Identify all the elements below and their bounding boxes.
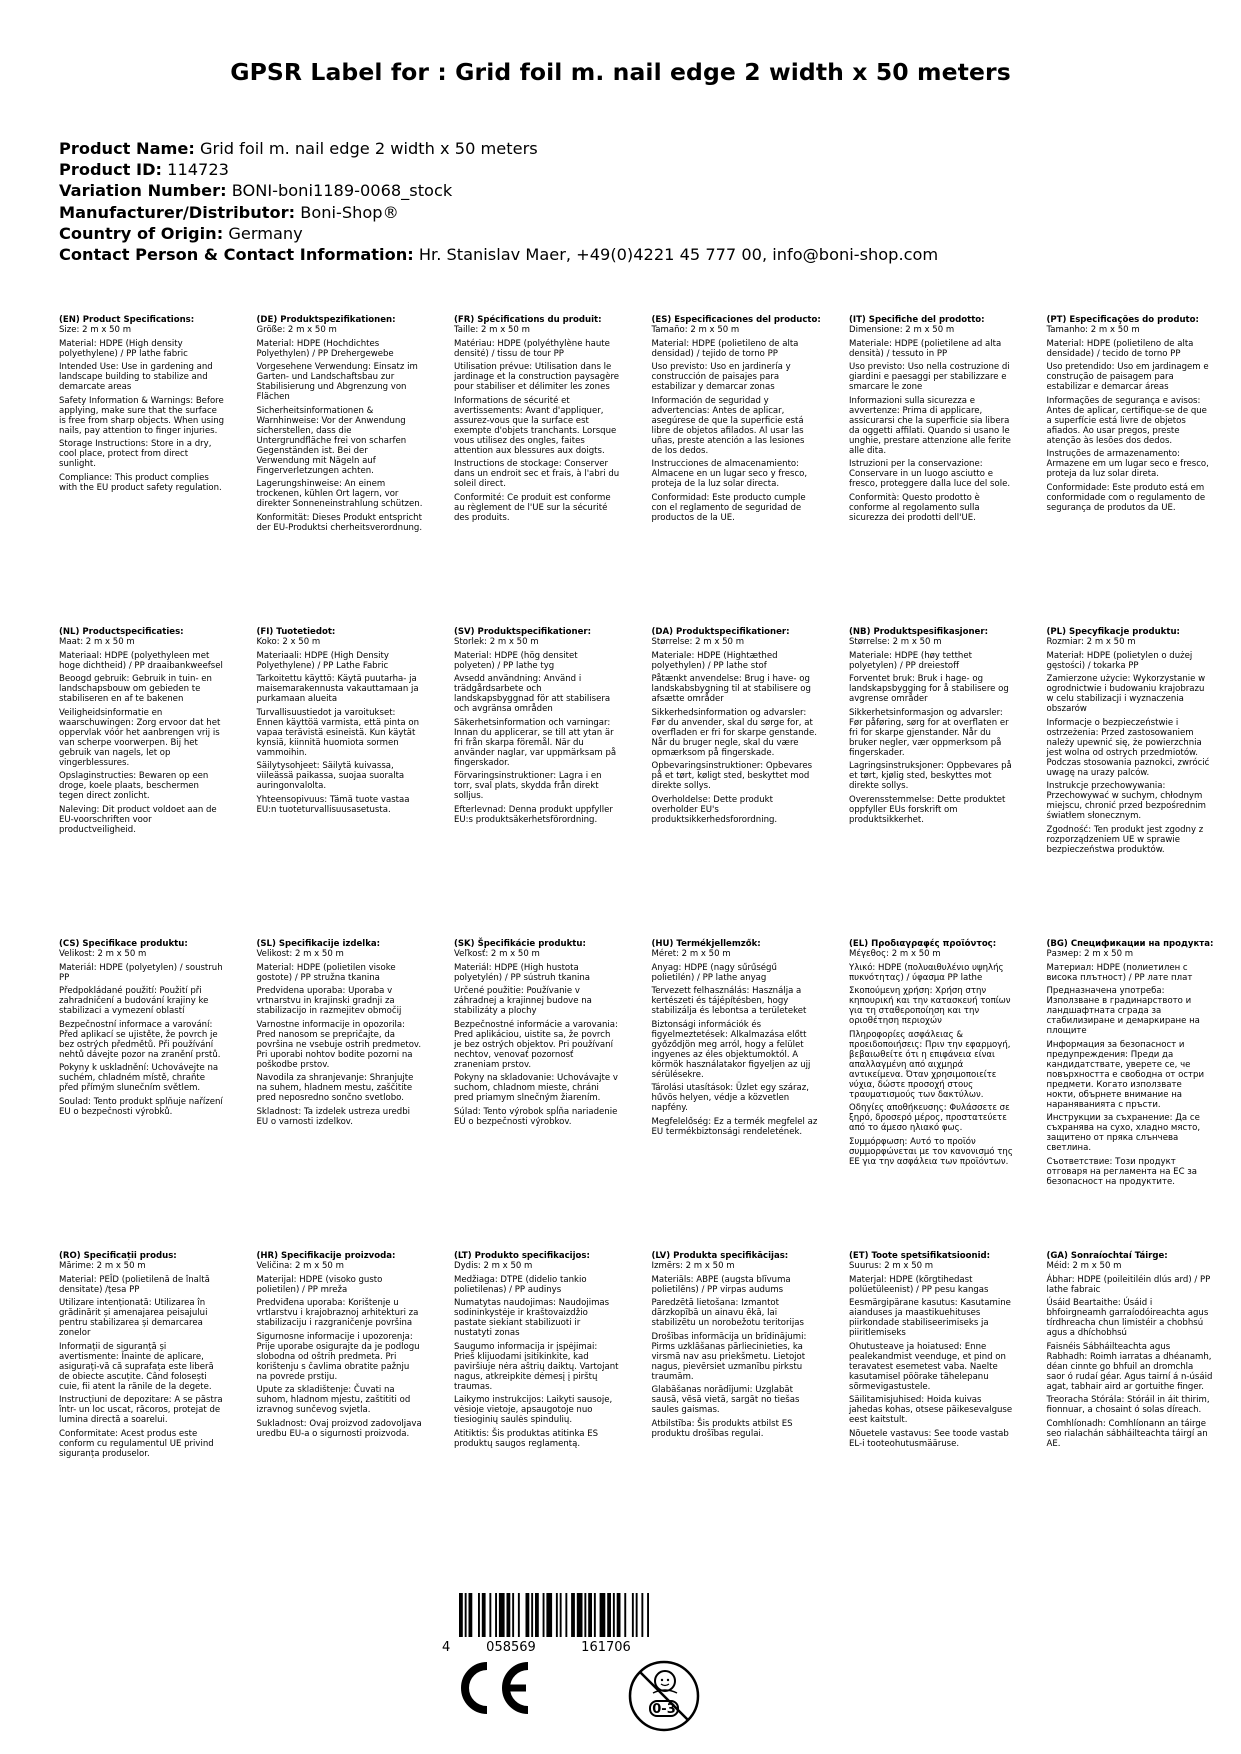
spec-paragraph: Maat: 2 m x 50 m <box>59 637 135 647</box>
spec-paragraph: Sikkerhedsinformation og advarsler: Før du anvender, skal du sørge for, at overfladen er fri for skarpe genstande. Når du bruger negle, skal du være opmærksom på fingerskade. <box>651 707 817 758</box>
info-label: Product ID: <box>59 160 162 180</box>
barcode-bar <box>465 1593 467 1637</box>
barcode-bar <box>588 1593 592 1637</box>
spec-paragraph: Atitiktis: Šis produktas atitinka ES produktų saugos reglamentą. <box>454 1428 599 1449</box>
barcode-bar <box>489 1593 491 1637</box>
spec-paragraph: Glabāšanas norādījumi: Uzglabāt sausā, vēsā vietā, sargāt no tiešas saules gaismas. <box>651 1385 800 1415</box>
spec-heading: (LT) Produkto specifikacijos: <box>454 1251 590 1261</box>
spec-paragraph: Conformidade: Este produto está em conformidade com o regulamento de segurança de produtos da UE. <box>1046 482 1206 513</box>
spec-paragraph: Informações de segurança e avisos: Antes de aplicar, certifique-se de que a superfície está livre de objetos afiados. Ao usar pregos, preste atenção às lesões dos dedos. <box>1046 395 1207 446</box>
barcode-digits-left: 058569 <box>486 1640 536 1655</box>
barcode-bar <box>543 1593 545 1637</box>
spec-paragraph: Conformidad: Este producto cumple con el reglamento de seguridad de productos de la UE. <box>651 492 806 523</box>
spec-paragraph: Opslaginstructies: Bewaren op een droge, koele plaats, beschermen tegen direct zonlicht. <box>59 771 209 801</box>
spec-paragraph: Bezpečnostní informace a varování: Před aplikací se ujistěte, že povrch je bez ostrých předmětů. Při používání nehtů dávejte pozor na zranění prstů. <box>59 1019 221 1060</box>
spec-block <box>257 1251 423 1551</box>
spec-paragraph: Medžiaga: DTPE (didelio tankio polietilenas) / PP audinys <box>454 1274 587 1295</box>
spec-paragraph: Utilizare intenționată: Utilizarea în grădinărit și amenajarea peisajului pentru stabilizarea și demarcarea zonelor <box>59 1298 208 1338</box>
spec-paragraph: Material: HDPE (High density polyethylene) / PP lathe fabric <box>59 338 188 359</box>
spec-block <box>1047 315 1213 627</box>
spec-paragraph: Sikkerhetsinformasjon og advarsler: Før påføring, sørg for at overflaten er fri for skarpe gjenstander. Når du bruker negler, vær oppmerksom på fingerskader. <box>849 707 1009 758</box>
spec-paragraph: Matériau: HDPE (polyéthylène haute densité) / tissu de tour PP <box>454 338 610 359</box>
barcode-bar <box>560 1593 562 1637</box>
spec-paragraph: Materiāls: ABPE (augsta blīvuma polietilēns) / PP virpas audums <box>651 1274 791 1295</box>
spec-paragraph: Предназначена употреба: Използване в градинарството и ландшафтната сграда за стабилизиране и демаркиране на площите <box>1046 986 1200 1036</box>
spec-paragraph: Taille: 2 m x 50 m <box>454 325 530 335</box>
spec-heading: (EN) Product Specifications: <box>59 315 195 325</box>
spec-paragraph: Informations de sécurité et avertissements: Avant d'appliquer, assurez-vous que la surface est exempte d'objets tranchants. Lorsque vous utilisez des ongles, faites attention aux blessures aux doigts. <box>454 395 617 456</box>
spec-paragraph: Säkerhetsinformation och varningar: Innan du applicerar, se till att ytan är fri från skarpa föremål. När du använder naglar, var uppmärksam på fingerskador. <box>454 717 617 768</box>
spec-paragraph: Инструкции за съхранение: Да се съхранява на сухо, хладно място, защитено от пряка слънчева светлина. <box>1046 1113 1201 1153</box>
spec-paragraph: Faisnéis Sábháilteachta agus Rabhadh: Roimh iarratas a dhéanamh, déan cinnte go bhfuil an dromchla saor ó rudaí géar. Agus tairní á n-úsáid agat, tabhair aird ar gortuithe finger. <box>1046 1341 1213 1392</box>
spec-paragraph: Size: 2 m x 50 m <box>59 325 132 335</box>
spec-paragraph: Storlek: 2 m x 50 m <box>454 637 539 647</box>
spec-paragraph: Izmērs: 2 m x 50 m <box>651 1261 735 1271</box>
spec-paragraph: Påtænkt anvendelse: Brug i have- og landskabsbygning til at stabilisere og afsætte områder <box>651 674 811 704</box>
spec-paragraph: Materiał: HDPE (polietylen o dużej gęstości) / tokarka PP <box>1046 650 1193 671</box>
spec-paragraph: Dydis: 2 m x 50 m <box>454 1261 533 1271</box>
spec-paragraph: Material: PEÎD (polietilenă de înaltă densitate) /țesa PP <box>59 1274 210 1295</box>
spec-paragraph: Υλικό: HDPE (πολυαιθυλένιο υψηλής πυκνότητας) / ύφασμα PP lathe <box>849 962 1004 983</box>
spec-paragraph: Compliance: This product complies with the EU product safety regulation. <box>59 472 222 493</box>
spec-heading: (BG) Спецификации на продукта: <box>1046 939 1214 949</box>
spec-paragraph: Veiligheidsinformatie en waarschuwingen: Zorg ervoor dat het oppervlak vóór het aanbrengen vrij is van scherpe voorwerpen. Bij het gebruik van nagels, let op vingerblessures. <box>59 707 221 768</box>
spec-paragraph: Pokyny na skladovanie: Uchovávajte v suchom, chladnom mieste, chráni pred priamym slnečným žiarením. <box>454 1073 618 1103</box>
spec-heading: (NL) Productspecificaties: <box>59 627 184 637</box>
barcode-bar <box>594 1593 596 1637</box>
spec-heading: (CS) Specifikace produktu: <box>59 939 188 949</box>
info-row <box>59 202 1209 223</box>
spec-heading: (LV) Produkta specifikācijas: <box>651 1251 789 1261</box>
age-label: 0-3 <box>652 1702 676 1717</box>
spec-paragraph: Laikymo instrukcijos: Laikyti sausoje, vėsioje vietoje, apsaugotoje nuo tiesioginių saulės spindulių. <box>454 1395 613 1425</box>
spec-block <box>652 627 818 939</box>
spec-block <box>849 315 1015 627</box>
barcode-digits-right: 161706 <box>581 1640 631 1655</box>
spec-paragraph: Predvidena uporaba: Uporaba v vrtnarstvu in krajinski gradnji za stabilizacijo in razmejitev območij <box>256 986 402 1016</box>
spec-paragraph: Biztonsági információk és figyelmeztetések: Alkalmazása előtt győződjön meg arról, hogy a felület ingyenes az éles objektumoktól. A körmök használatakor figyeljen az ujj sérülésekre. <box>651 1019 811 1080</box>
barcode-bar <box>632 1593 634 1637</box>
spec-block <box>849 627 1015 939</box>
spec-paragraph: Súlad: Tento výrobok spĺňa nariadenie EÚ o bezpečnosti výrobkov. <box>454 1106 618 1127</box>
spec-paragraph: Material: HDPE (Hochdichtes Polyethylen) / PP Drehergewebe <box>256 338 394 359</box>
spec-paragraph: Instrukcje przechowywania: Przechowywać w suchym, chłodnym miejscu, chronić przed bezpośrednim światłem słonecznym. <box>1046 781 1206 821</box>
spec-paragraph: Förvaringsinstruktioner: Lagra i en torr, sval plats, skydda från direkt solljus. <box>454 771 602 801</box>
spec-paragraph: Sigurnosne informacije i upozorenja: Prije uporabe osigurajte da je podlogu slobodna od oštrih predmeta. Pri korištenju s čavlima obratite pažnju na povrede prstiju. <box>256 1331 420 1382</box>
spec-paragraph: Conformitate: Acest produs este conform cu regulamentul UE privind siguranța produselor. <box>59 1428 214 1459</box>
spec-block <box>59 627 225 939</box>
spec-heading: (IT) Specifiche del prodotto: <box>849 315 985 325</box>
spec-paragraph: Material: HDPE (polietileno de alta densidad) / tejido de torno PP <box>651 338 799 359</box>
spec-paragraph: Varnostne informacije in opozorila: Pred nanosom se prepričajte, da površina ne vsebuje ostrih predmetov. Pri uporabi nohtov bodite pozorni na poškodbe prstov. <box>256 1019 422 1070</box>
barcode-bar <box>607 1593 611 1637</box>
spec-paragraph: Beoogd gebruik: Gebruik in tuin- en landschapsbouw om gebieden te stabiliseren en af te bakenen <box>59 674 212 704</box>
barcode-bar <box>535 1593 539 1637</box>
barcode-bar <box>636 1593 638 1637</box>
info-label: Country of Origin: <box>59 223 224 243</box>
spec-paragraph: Sukladnost: Ovaj proizvod zadovoljava uredbu EU-a o sigurnosti proizvoda. <box>256 1418 422 1439</box>
spec-paragraph: Megfelelőség: Ez a termék megfelel az EU termékbiztonsági rendeletének. <box>651 1116 818 1137</box>
spec-paragraph: Materiale: HDPE (høy tetthet polyetylen) / PP dreiestoff <box>849 650 972 671</box>
spec-paragraph: Ohutusteave ja hoiatused: Enne pealekandmist veenduge, et pind on teravatest esemetest vaba. Naelte kasutamisel pöörake tähelepanu sõrmevigastustele. <box>849 1341 1006 1392</box>
barcode-bar <box>617 1593 621 1637</box>
spec-paragraph: Съответствие: Този продукт отговаря на регламента на ЕС за безопасност на продуктите. <box>1046 1156 1198 1187</box>
spec-paragraph: Predviđena uporaba: Korištenje u vrtlarstvu i krajobraznoj arhitekturi za stabilizaciju i razgraničenje površina <box>256 1298 419 1328</box>
barcode-bar <box>499 1593 505 1637</box>
spec-paragraph: Tamanho: 2 m x 50 m <box>1046 325 1140 335</box>
spec-paragraph: Zgodność: Ten produkt jest zgodny z rozporządzeniem UE w sprawie bezpieczeństwa produktów. <box>1046 824 1204 855</box>
spec-paragraph: Koko: 2 x 50 m <box>256 637 321 647</box>
info-value: Boni-Shop® <box>300 202 399 222</box>
info-row <box>59 180 1209 201</box>
spec-paragraph: Rozmiar: 2 m x 50 m <box>1046 637 1136 647</box>
spec-heading: (ET) Toote spetsifikatsioonid: <box>849 1251 991 1261</box>
barcode-digit-first: 4 <box>442 1640 451 1655</box>
info-label: Manufacturer/Distributor: <box>59 202 296 222</box>
spec-paragraph: Σκοπούμενη χρήση: Χρήση στην κηπουρική και την κατασκευή τοπίων για τη σταθεροποίηση και την οριοθέτηση περιοχών <box>849 986 1011 1026</box>
spec-paragraph: Ábhar: HDPE (poileitiléin dlús ard) / PP lathe fabraic <box>1046 1274 1211 1295</box>
not-for-children-0-3-icon <box>627 1659 701 1733</box>
barcode-bar <box>459 1593 463 1637</box>
spec-paragraph: Materiale: HDPE (polietilene ad alta densità) / tessuto in PP <box>849 338 1002 359</box>
barcode-bar <box>482 1593 486 1637</box>
spec-paragraph: Tarkoitettu käyttö: Käytä puutarha- ja maisemarakennusta vakauttamaan ja purkamaan alueita <box>256 674 419 704</box>
spec-paragraph: Materiaal: HDPE (polyethyleen met hoge dichtheid) / PP draaibankweefsel <box>59 650 223 671</box>
spec-paragraph: Veľkosť: 2 m x 50 m <box>454 949 540 959</box>
barcode-bar <box>546 1593 552 1637</box>
spec-block <box>652 939 818 1251</box>
barcode-bar <box>600 1593 606 1637</box>
spec-paragraph: Μέγεθος: 2 m x 50 m <box>849 949 941 959</box>
spec-paragraph: Zamierzone użycie: Wykorzystanie w ogrodnictwie i budowaniu krajobrazu w celu stabilizacji i wyznaczenia obszarów <box>1046 674 1206 714</box>
spec-paragraph: Materiale: HDPE (Hightæthed polyethylen) / PP lathe stof <box>651 650 778 671</box>
info-value: Germany <box>228 223 303 243</box>
barcode-bar <box>531 1593 533 1637</box>
spec-paragraph: Größe: 2 m x 50 m <box>256 325 337 335</box>
spec-paragraph: Opbevaringsinstruktioner: Opbevares på et tørt, køligt sted, beskyttet mod direkte sollys. <box>651 761 813 791</box>
info-label: Contact Person & Contact Information: <box>59 245 414 265</box>
barcode-bar <box>577 1593 583 1637</box>
spec-heading: (SV) Produktspecifikationer: <box>454 627 592 637</box>
specifications-grid <box>59 315 1239 1551</box>
spec-paragraph: Bezpečnostné informácie a varovania: Pred aplikáciou, uistite sa, že povrch je bez ostrých objektov. Pri používaní nechtov, venovať pozornosť zraneniam prstov. <box>454 1019 618 1070</box>
spec-paragraph: Soulad: Tento produkt splňuje nařízení EU o bezpečnosti výrobků. <box>59 1096 223 1117</box>
spec-heading: (HU) Termékjellemzők: <box>651 939 761 949</box>
info-row <box>59 138 1209 159</box>
spec-block <box>1047 1251 1213 1551</box>
spec-paragraph: Určené použitie: Používanie v záhradnej a krajinnej budove na stabilizáty a plochy <box>454 986 592 1016</box>
spec-paragraph: Conformità: Questo prodotto è conforme al regolamento sulla sicurezza dei prodotti dell'UE. <box>849 492 980 523</box>
spec-paragraph: Mărime: 2 m x 50 m <box>59 1261 146 1271</box>
spec-heading: (NB) Produktspesifikasjoner: <box>849 627 988 637</box>
spec-paragraph: Overensstemmelse: Dette produktet oppfyller EUs forskrift om produktsikkerhet. <box>849 794 1006 825</box>
spec-paragraph: Material: HDPE (polietilen visoke gostote) / PP stružna tkanina <box>256 962 396 983</box>
barcode-bars <box>459 1593 649 1637</box>
spec-paragraph: Velikost: 2 m x 50 m <box>59 949 147 959</box>
spec-heading: (PT) Especificações do produto: <box>1046 315 1199 325</box>
spec-block <box>59 939 225 1251</box>
spec-paragraph: Forventet bruk: Bruk i hage- og landskapsbygging for å stabilisere og avgrense områder <box>849 674 1009 704</box>
spec-paragraph: Safety Information & Warnings: Before applying, make sure that the surface is free from sharp objects. When using nails, pay attention to finger injuries. <box>59 395 225 436</box>
barcode-bar <box>584 1593 586 1637</box>
spec-heading: (SK) Špecifikácie produktu: <box>454 939 586 949</box>
info-value: Grid foil m. nail edge 2 width x 50 meters <box>200 139 538 158</box>
spec-paragraph: Información de seguridad y advertencias: Antes de aplicar, asegúrese de que la superficie está libre de objetos afilados. Al usar las uñas, preste atención a las lesiones de los dedos. <box>651 395 805 456</box>
spec-paragraph: Storage Instructions: Store in a dry, cool place, protect from direct sunlight. <box>59 439 212 469</box>
spec-paragraph: Materiál: HDPE (polyetylen) / soustruh PP <box>59 962 223 983</box>
spec-paragraph: Materiál: HDPE (High hustota polyetylén) / PP sústruh tkanina <box>454 962 591 983</box>
spec-paragraph: Instrucciones de almacenamiento: Almacene en un lugar seco y fresco, proteja de la luz solar directa. <box>651 459 808 489</box>
spec-paragraph: Materjal: HDPE (kõrgtihedast polüetüleenist) / PP pesu kangas <box>849 1274 989 1295</box>
spec-paragraph: Informacje o bezpieczeństwie i ostrzeżenia: Przed zastosowaniem należy upewnić się, że powierzchnia jest wolna od ostrych przedmiotów. Podczas stosowania paznokci, zwrócić uwagę na urazy palców. <box>1046 717 1210 778</box>
spec-block <box>454 315 620 627</box>
barcode-bar <box>507 1593 511 1637</box>
spec-paragraph: Materiaali: HDPE (High Density Polyethylene) / PP Lathe Fabric <box>256 650 389 671</box>
barcode-bar <box>571 1593 575 1637</box>
spec-block <box>1047 627 1213 939</box>
spec-block <box>59 1251 225 1551</box>
barcode-bar <box>641 1593 643 1637</box>
spec-paragraph: Οδηγίες αποθήκευσης: Φυλάσσετε σε ξηρό, δροσερό μέρος, προστατεύετε από το άμεσο ηλιακό φως. <box>849 1103 1010 1133</box>
spec-block <box>849 939 1015 1251</box>
spec-heading: (DE) Produktspezifikationen: <box>256 315 396 325</box>
spec-paragraph: Lagerungshinweise: An einem trockenen, kühlen Ort lagern, vor direkter Sonneneinstrahlung schützen. <box>256 479 423 509</box>
spec-paragraph: Lagringsinstruksjoner: Oppbevares på et tørt, kjølig sted, beskyttes mot direkte sollys. <box>849 761 1012 791</box>
spec-paragraph: Instructions de stockage: Conserver dans un endroit sec et frais, à l'abri du soleil direct. <box>454 459 620 489</box>
spec-paragraph: Materijal: HDPE (visoko gusto polietilen) / PP mreža <box>256 1274 383 1295</box>
spec-block <box>1047 939 1213 1251</box>
info-row <box>59 223 1209 244</box>
spec-paragraph: Velikost: 2 m x 50 m <box>256 949 344 959</box>
spec-paragraph: Informații de siguranță și avertismente: Înainte de aplicare, asigurați-vă că suprafața este liberă de obiecte ascuțite. Când folosești cuie, fii atent la rănile de la degete. <box>59 1341 214 1392</box>
spec-paragraph: Navodila za shranjevanje: Shranjujte na suhem, hladnem mestu, zaščitite pred neposredno sončno svetlobo. <box>256 1073 414 1103</box>
spec-paragraph: Turvallisuustiedot ja varoitukset: Ennen käyttöä varmista, että pinta on vapaa terävistä esineistä. Kun käytät kynsiä, kiinnitä huomiota sormen vammoihin. <box>256 707 420 758</box>
barcode-bar <box>647 1593 649 1637</box>
spec-paragraph: Saugumo informacija ir įspėjimai: Prieš klijuodami įsitikinkite, kad paviršiuje nėra aštrių daiktų. Vartojant nagus, atkreipkite dėmesį į pirštų traumas. <box>454 1341 619 1392</box>
barcode-bar <box>565 1593 567 1637</box>
info-value: Hr. Stanislav Maer, +49(0)4221 45 777 00, info@boni-shop.com <box>418 245 939 265</box>
spec-paragraph: Utilisation prévue: Utilisation dans le jardinage et la construction paysagère pour stabiliser et délimiter les zones <box>454 362 620 392</box>
info-value: 114723 <box>167 160 229 180</box>
barcode-bar <box>556 1593 558 1637</box>
spec-paragraph: Numatytas naudojimas: Naudojimas sodininkystėje ir kraštovaizdžio pastate siekiant stabilizuoti ir nustatyti zonas <box>454 1298 610 1338</box>
spec-heading: (GA) Sonraíochtaí Táirge: <box>1046 1251 1168 1261</box>
spec-paragraph: Vorgesehene Verwendung: Einsatz im Garten- und Landschaftsbau zur Stabilisierung und Abgrenzung von Flächen <box>256 362 418 402</box>
spec-paragraph: Předpokládané použití: Použití při zahradničení a budování krajiny ke stabilizaci a vymezení oblastí <box>59 986 209 1016</box>
spec-paragraph: Материал: HDPE (полиетилен с висока плътност) / PP лате плат <box>1046 962 1193 983</box>
spec-block <box>59 315 225 627</box>
spec-heading: (SL) Specifikacije izdelka: <box>256 939 381 949</box>
spec-heading: (EL) Προδιαγραφές προϊόντος: <box>849 939 997 949</box>
product-info <box>59 138 1209 265</box>
spec-paragraph: Yhteensopivuus: Tämä tuote vastaa EU:n tuoteturvallisuusasetusta. <box>256 794 410 815</box>
info-value: BONI-boni1189-0068_stock <box>231 181 453 201</box>
spec-paragraph: Suurus: 2 m x 50 m <box>849 1261 934 1271</box>
spec-heading: (DA) Produktspecifikationer: <box>651 627 790 637</box>
spec-heading: (FI) Tuotetiedot: <box>256 627 336 637</box>
spec-paragraph: Méid: 2 m x 50 m <box>1046 1261 1122 1271</box>
spec-paragraph: Säilytysohjeet: Säilytä kuivassa, viileässä paikassa, suojaa suoralta auringonvalolta. <box>256 761 405 791</box>
spec-paragraph: Tárolási utasítások: Üzlet egy száraz, hűvös helyen, védje a közvetlen napfény. <box>651 1083 809 1113</box>
spec-paragraph: Upute za skladištenje: Čuvati na suhom, hladnom mjestu, zaštititi od izravnog sunčevog svjetla. <box>256 1385 411 1415</box>
info-label: Variation Number: <box>59 181 227 201</box>
spec-paragraph: Konformität: Dieses Produkt entspricht der EU-Produktsi cherheitsverordnung. <box>256 512 423 533</box>
spec-paragraph: Sicherheitsinformationen & Warnhinweise: Vor der Anwendung sicherstellen, dass die Untergrundfläche frei von scharfen Gegenständen ist. Bei der Verwendung mit Nägeln auf Fingerverletzungen achten. <box>256 405 407 476</box>
spec-paragraph: Intended Use: Use in gardening and landscape building to stabilize and demarcate areas <box>59 362 213 392</box>
ce-mark-icon <box>452 1659 534 1717</box>
spec-heading: (HR) Specifikacije proizvoda: <box>256 1251 396 1261</box>
spec-paragraph: Instrucțiuni de depozitare: A se păstra într- un loc uscat, răcoros, protejat de lumina directă a soarelui. <box>59 1395 223 1425</box>
spec-heading: (RO) Specificații produs: <box>59 1251 177 1261</box>
spec-paragraph: Veličina: 2 m x 50 m <box>256 1261 344 1271</box>
spec-paragraph: Размер: 2 m x 50 m <box>1046 949 1134 959</box>
info-label: Product Name: <box>59 139 195 158</box>
spec-paragraph: Comhlíonadh: Comhlíonann an táirge seo rialachán sábháilteachta táirgí an AE. <box>1046 1418 1208 1449</box>
spec-paragraph: Dimensione: 2 m x 50 m <box>849 325 955 335</box>
spec-paragraph: Atbilstība: Šis produkts atbilst ES produktu drošības regulai. <box>651 1418 793 1439</box>
spec-paragraph: Pokyny k uskladnění: Uchovávejte na suchém, chladném místě, chraňte před přímým slunečním světlem. <box>59 1063 219 1093</box>
spec-paragraph: Säilitamisjuhised: Hoida kuivas jahedas kohas, otsese päikesevalguse eest kaitstult. <box>849 1395 1013 1425</box>
spec-paragraph: Anyag: HDPE (nagy sűrűségű polietilén) / PP lathe anyag <box>651 962 777 983</box>
spec-paragraph: Tervezett felhasználás: Használja a kertészeti és tájépítésben, hogy stabilizálja és lebontsa a területeket <box>651 986 807 1016</box>
barcode-bar <box>613 1593 615 1637</box>
spec-block <box>849 1251 1015 1551</box>
info-row <box>59 159 1209 180</box>
spec-heading: (PL) Specyfikacje produktu: <box>1046 627 1180 637</box>
spec-paragraph: Tamaño: 2 m x 50 m <box>651 325 740 335</box>
barcode-bar <box>512 1593 514 1637</box>
spec-paragraph: Drošības informācija un brīdinājumi: Pirms uzklāšanas pārliecinieties, ka virsmā nav asu priekšmetu. Lietojot nagus, pievērsiet uzmanību pirkstu traumām. <box>651 1331 807 1382</box>
spec-paragraph: Istruzioni per la conservazione: Conservare in un luogo asciutto e fresco, proteggere dalla luce del sole. <box>849 459 1011 489</box>
barcode <box>437 1593 757 1655</box>
spec-paragraph: Nõuetele vastavus: See toode vastab EL-i tooteohutusmääruse. <box>849 1428 1009 1449</box>
barcode-bar <box>478 1593 480 1637</box>
spec-paragraph: Méret: 2 m x 50 m <box>651 949 731 959</box>
spec-paragraph: Eesmärgipärane kasutus: Kasutamine aianduses ja maastikuehituses piirkondade stabiliseerimiseks ja piiritlemiseks <box>849 1298 1011 1338</box>
spec-heading: (ES) Especificaciones del producto: <box>651 315 821 325</box>
spec-paragraph: Συμμόρφωση: Αυτό το προϊόν συμμορφώνεται με τον κανονισμό της ΕΕ για την ασφάλεια των προϊόντων. <box>849 1136 1013 1167</box>
spec-paragraph: Overholdelse: Dette produkt overholder EU's produktsikkerhedsforordning. <box>651 794 778 825</box>
spec-block <box>454 627 620 939</box>
spec-paragraph: Efterlevnad: Denna produkt uppfyller EU:s produktsäkerhetsförordning. <box>454 804 613 825</box>
spec-paragraph: Instruções de armazenamento: Armazene em um lugar seco e fresco, proteja da luz solar direta. <box>1046 449 1209 479</box>
spec-paragraph: Informazioni sulla sicurezza e avvertenze: Prima di applicare, assicurarsi che la superficie sia libera da oggetti affilati. Quando si usano le unghie, prestare attenzione alle ferite alle dita. <box>849 395 1011 456</box>
spec-paragraph: Uso pretendido: Uso em jardinagem e construção de paisagem para estabilizar e demarcar áreas <box>1046 362 1209 392</box>
spec-paragraph: Størrelse: 2 m x 50 m <box>849 637 942 647</box>
spec-paragraph: Uso previsto: Uso en jardinería y construcción de paisajes para estabilizar y demarcar zonas <box>651 362 791 392</box>
spec-block <box>257 315 423 627</box>
spec-paragraph: Úsáid Beartaithe: Úsáid i bhfoirgneamh garraíodóireachta agus tírdhreacha chun limistéir a chobhsú agus a dhíchobhsú <box>1046 1298 1209 1338</box>
spec-paragraph: Πληροφορίες ασφάλειας & προειδοποιήσεις: Πριν την εφαρμογή, βεβαιωθείτε ότι η επιφάνεια είναι απαλλαγμένη από αιχμηρά αντικείμενα. Όταν χρησιμοποιείτε νύχια, δώστε προσοχή στους τραυματισμούς των δακτύλων. <box>849 1029 1011 1100</box>
info-row <box>59 244 1209 265</box>
spec-heading: (FR) Spécifications du produit: <box>454 315 602 325</box>
spec-paragraph: Avsedd användning: Använd i trädgårdsarbete och landskapsbyggnad för att stabilisera och avgränsa områden <box>454 674 611 714</box>
spec-paragraph: Conformité: Ce produit est conforme au règlement de l'UE sur la sécurité des produits. <box>454 492 611 523</box>
spec-block <box>257 627 423 939</box>
barcode-bar <box>469 1593 473 1637</box>
page-title: GPSR Label for : Grid foil m. nail edge 2 width x 50 meters <box>230 58 1011 86</box>
spec-paragraph: Treoracha Stórála: Stóráil in áit thirim, fionnuar, a chosaint ó solas díreach. <box>1046 1395 1210 1415</box>
barcode-bar <box>624 1593 626 1637</box>
barcode-bar <box>495 1593 497 1637</box>
spec-paragraph: Material: HDPE (hög densitet polyeten) / PP lathe tyg <box>454 650 578 671</box>
spec-paragraph: Paredzētā lietošana: Izmantot dārzkopībā un ainavu ēkā, lai stabilizētu un norobežotu teritorijas <box>651 1298 804 1328</box>
spec-paragraph: Material: HDPE (polietileno de alta densidade) / tecido de torno PP <box>1046 338 1194 359</box>
barcode-bar <box>526 1593 530 1637</box>
spec-block <box>652 1251 818 1551</box>
spec-paragraph: Naleving: Dit product voldoet aan de EU-voorschriften voor productveiligheid. <box>59 804 217 835</box>
spec-paragraph: Информация за безопасност и предупреждения: Преди да кандидатствате, уверете се, че повърхността е свободна от остри предмети. Когато използвате нокти, обърнете внимание на нараняванията с пръсти. <box>1046 1039 1205 1110</box>
spec-block <box>454 1251 620 1551</box>
spec-paragraph: Størrelse: 2 m x 50 m <box>651 637 745 647</box>
barcode-bar <box>518 1593 520 1637</box>
spec-paragraph: Uso previsto: Uso nella costruzione di giardini e paesaggi per stabilizzare e smarcare le zone <box>849 362 1010 392</box>
spec-block <box>454 939 620 1251</box>
spec-block <box>651 315 821 627</box>
spec-paragraph: Skladnost: Ta izdelek ustreza uredbi EU o varnosti izdelkov. <box>256 1106 411 1127</box>
spec-block <box>257 939 423 1251</box>
